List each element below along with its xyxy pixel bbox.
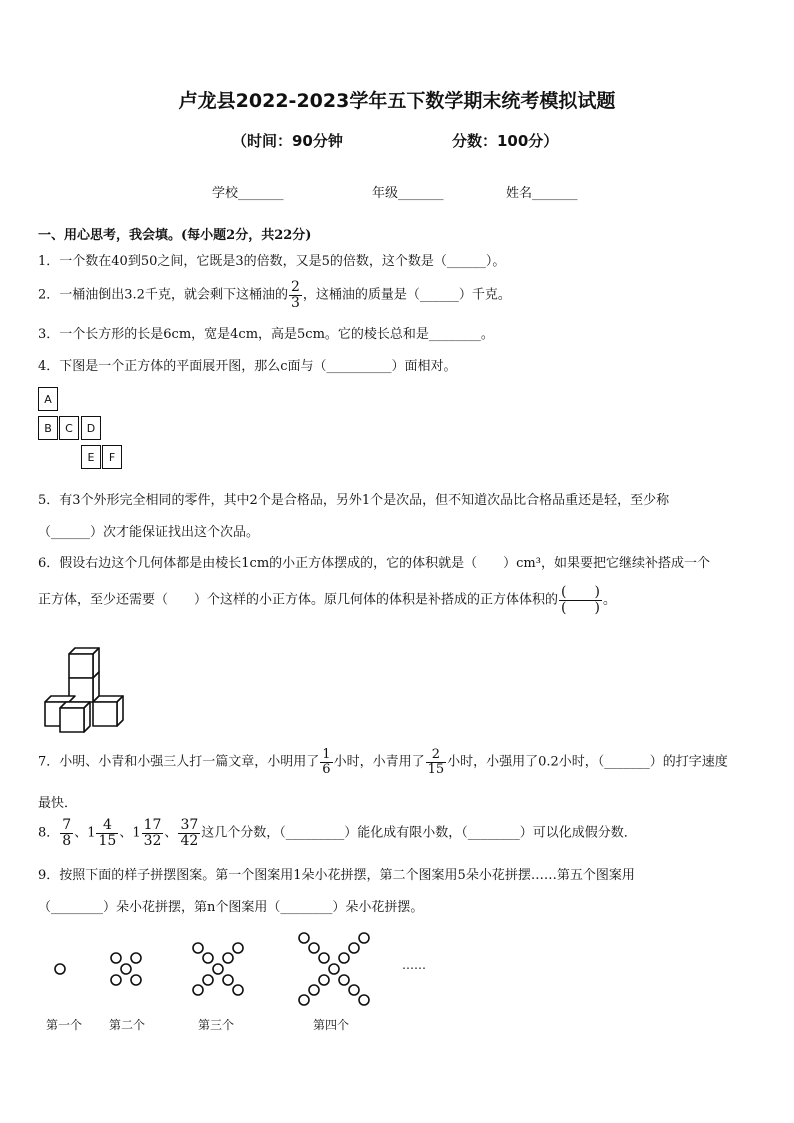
q8-f2-denominator: 15 [98, 832, 117, 849]
q7-f1-denominator: 6 [322, 761, 331, 777]
flower-patterns-figure [40, 926, 400, 1012]
q8-f3-numerator: 17 [143, 817, 162, 833]
question-5-line1: 5．有3个外形完全相同的零件，其中2个是合格品，另外1个是次品，但不知道次品比合格品重还是轻，至少称 [38, 493, 670, 508]
q8-f4-denominator: 42 [180, 832, 199, 849]
question-9-line2: （________）朵小花拼摆，第n个图案用（________）朵小花拼摆。 [38, 900, 424, 915]
question-4: 4．下图是一个正方体的平面展开图，那么c面与（__________）面相对。 [38, 359, 457, 374]
q8-fraction-2 [96, 818, 118, 848]
q8-separator-3: 、 [164, 825, 178, 841]
q7-f2-denominator: 15 [427, 761, 445, 777]
pattern-ellipsis: …… [402, 958, 426, 972]
q7-fraction-2 [426, 748, 447, 776]
q8-f2-numerator: 4 [96, 818, 118, 834]
question-6-line1: 6．假设右边这个几何体都是由棱长1cm的小正方体摆成的，它的体积就是（ ）cm³，如果要把它继续补搭成一个 [38, 556, 710, 571]
q6-fraction [559, 585, 602, 615]
question-6-line2 [38, 585, 616, 615]
q8-separator-2: 、1 [119, 825, 141, 841]
net-face-d: D [81, 416, 101, 440]
q7-f1-numerator: 1 [322, 747, 331, 762]
net-face-e: E [81, 445, 101, 469]
q7-text-pre: 7．小明、小青和小强三人打一篇文章，小明用了 [38, 754, 320, 770]
question-7-line2: 最快． [38, 796, 78, 811]
question-7-line1 [38, 748, 728, 776]
pattern-caption-4: 第四个 [313, 1018, 350, 1032]
question-3: 3．一个长方形的长是6cm，宽是4cm，高是5cm。它的棱长总和是________。 [38, 327, 494, 342]
q6-end: 。 [602, 592, 616, 608]
q7-fraction-1 [320, 748, 332, 776]
q8-separator-1: 、1 [74, 825, 96, 841]
question-5-line2: （______）次才能保证找出这个次品。 [38, 525, 260, 540]
q8-fraction-3 [142, 818, 164, 848]
question-9-line1: 9．按照下面的样子拼摆图案。第一个图案用1朵小花拼摆，第二个图案用5朵小花拼摆……第五个图案用 [38, 868, 635, 883]
grade-field: 年级_______ [372, 186, 444, 201]
q6-text: 正方体，至少还需要（ ）个这样的小正方体。原几何体的体积是补搭成的正方体体积的 [38, 592, 559, 608]
pattern-caption-3: 第三个 [198, 1018, 235, 1032]
q8-f4-numerator: 37 [180, 817, 199, 833]
net-face-f: F [102, 445, 122, 469]
cube-net-figure [38, 387, 128, 477]
question-8 [38, 818, 637, 848]
q8-number: 8． [38, 825, 60, 841]
q8-f3-denominator: 32 [143, 832, 162, 849]
q8-fraction-4 [178, 818, 200, 848]
q2-numerator: 2 [290, 279, 300, 295]
q8-fraction-1 [60, 818, 73, 848]
exam-time: （时间：90分钟 [232, 132, 343, 150]
name-field: 姓名_______ [506, 186, 578, 201]
exam-score: 分数：100分） [452, 132, 559, 150]
q8-f1-numerator: 7 [62, 817, 72, 833]
q6-numerator: ( ) [561, 584, 600, 600]
question-2 [38, 280, 511, 310]
cube-stack-figure [40, 642, 130, 734]
net-face-a: A [38, 387, 58, 411]
question-1: 1．一个数在40到50之间，它既是3的倍数，又是5的倍数，这个数是（______）。 [38, 254, 506, 269]
pattern-caption-2: 第二个 [109, 1018, 146, 1032]
pattern-caption-1: 第一个 [46, 1018, 83, 1032]
exam-title: 卢龙县2022-2023学年五下数学期末统考模拟试题 [178, 90, 616, 112]
q6-denominator: ( ) [561, 599, 600, 616]
q8-text-post: 这几个分数，（_________）能化成有限小数，（________）可以化成假分数． [201, 825, 637, 841]
section-heading: 一、用心思考，我会填。(每小题2分，共22分) [38, 228, 312, 243]
q8-f1-denominator: 8 [62, 832, 72, 849]
q2-fraction [289, 280, 302, 310]
school-field: 学校_______ [212, 186, 284, 201]
net-face-c: C [59, 416, 79, 440]
q2-text-pre: 2．一桶油倒出3.2千克，就会剩下这桶油的 [38, 287, 288, 303]
q7-f2-numerator: 2 [426, 748, 447, 763]
q2-text-post: ，这桶油的质量是（______）千克。 [302, 287, 511, 303]
q7-text-mid: 小时，小青用了 [333, 754, 425, 770]
q2-denominator: 3 [290, 294, 300, 311]
q7-text-post: 小时，小强用了0.2小时，（_______）的打字速度 [447, 754, 728, 770]
net-face-b: B [38, 416, 58, 440]
